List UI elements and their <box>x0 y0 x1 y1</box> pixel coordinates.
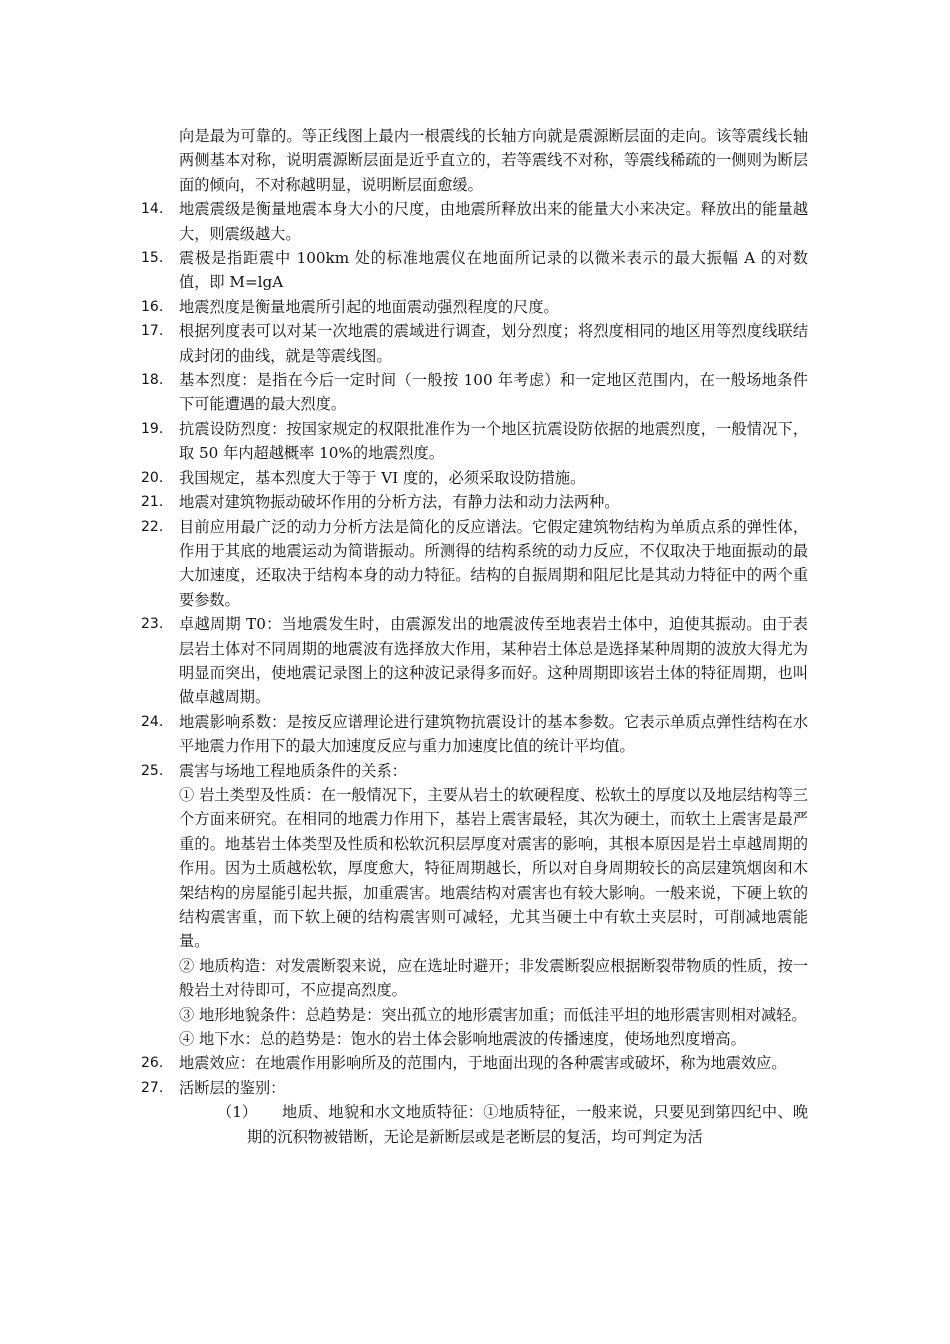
list-item-20 <box>141 466 808 490</box>
list-item-19 <box>141 417 808 466</box>
item-text: 根据列度表可以对某一次地震的震域进行调查，划分烈度；将烈度相同的地区用等烈度线联结成封闭的曲线，就是等震线图。 <box>179 322 808 365</box>
item-text: 地震效应：在地震作用影响所及的范围内，于地面出现的各种震害或破坏，称为地震效应。 <box>179 1054 787 1073</box>
item-number: 25. <box>141 762 164 779</box>
list-item-17 <box>141 319 808 368</box>
sub-list-item-1 <box>141 1100 808 1149</box>
sub-paragraph-terrain: ③ 地形地貌条件：总趋势是：突出孤立的地形震害加重；而低洼平坦的地形震害则相对减轻。 <box>179 1005 807 1024</box>
item-text: 基本烈度：是指在今后一定时间（一般按 100 年考虑）和一定地区范围内，在一般场地条件下可能遭遇的最大烈度。 <box>179 371 808 414</box>
item-number: 21. <box>141 494 164 511</box>
item-text: 我国规定，基本烈度大于等于 VI 度的，必须采取设防措施。 <box>179 468 586 487</box>
item-number: 26. <box>141 1055 164 1072</box>
intro-paragraph: 向是最为可靠的。等正线图上最内一根震线的长轴方向就是震源断层面的走向。该等震线长轴两侧基本对称，说明震源断层面是近乎直立的，若等震线不对称，等震线稀疏的一侧则为断层面的倾向，不对称越明显，说明断层面愈缓。 <box>179 127 808 194</box>
sub-item-text: 地质、地貌和水文地质特征：①地质特征，一般来说，只要见到第四纪中、晚期的沉积物被错断，无论是新断层或是老断层的复活，均可判定为活 <box>247 1103 808 1146</box>
list-item-24 <box>141 710 808 759</box>
item-number: 27. <box>141 1079 164 1096</box>
item-text: 地震烈度是衡量地震所引起的地面震动强烈程度的尺度。 <box>179 297 559 316</box>
item-text: 活断层的鉴别： <box>179 1078 286 1097</box>
sub-paragraph-soil: ① 岩土类型及性质：在一般情况下，主要从岩土的软硬程度、松软土的厚度以及地层结构等三个方面来研究。在相同的地震力作用下，基岩上震害最轻，其次为硬土，而软土上震害是最严重的。地基岩土体类型及性质和松软沉积层厚度对震害的影响，其根本原因是岩土卓越周期的作用。因为土质越松软，厚度愈大，特征周期越长，所以对自身周期较长的高层建筑烟囱和木架结构的房屋能引起共振，加重震害。地震结构对震害也有较大影响。一般来说，下硬上软的结构震害重，而下软上硬的结构震害则可减轻，尤其当硬土中有软土夹层时，可削减地震能量。 <box>179 785 808 951</box>
sub-item-number: （1） <box>217 1103 258 1122</box>
item-text: 震极是指距震中 100km 处的标准地震仪在地面所记录的以微米表示的最大振幅 A 的对数值，即 M=lgA <box>179 249 808 292</box>
document-body <box>141 124 808 1149</box>
item-number: 22. <box>141 518 164 535</box>
item-number: 19. <box>141 420 164 437</box>
item-number: 18. <box>141 372 164 389</box>
item-number: 24. <box>141 713 164 730</box>
list-item-18 <box>141 368 808 417</box>
list-item-21 <box>141 490 808 514</box>
item-number: 14. <box>141 201 164 218</box>
item-number: 20. <box>141 469 164 486</box>
item-number: 15. <box>141 250 164 267</box>
sub-paragraph-groundwater: ④ 地下水：总的趋势是：饱水的岩土体会影响地震波的传播速度，使场地烈度增高。 <box>179 1030 746 1049</box>
item-text: 震害与场地工程地质条件的关系： <box>179 761 407 780</box>
list-item-23 <box>141 612 808 710</box>
item-number: 16. <box>141 298 164 315</box>
list-item-15 <box>141 246 808 295</box>
item-number: 17. <box>141 323 164 340</box>
sub-paragraph-structure: ② 地质构造：对发震断裂来说，应在选址时避开；非发震断裂应根据断裂带物质的性质，按一般岩土对待即可，不应提高烈度。 <box>179 956 808 1000</box>
list-item-14 <box>141 197 808 246</box>
list-item-16 <box>141 295 808 319</box>
item-text: 抗震设防烈度：按国家规定的权限批准作为一个地区抗震设防依据的地震烈度，一般情况下，取 50 年内超越概率 10%的地震烈度。 <box>179 419 808 463</box>
list-item-25 <box>141 759 808 783</box>
item-number: 23. <box>141 616 164 633</box>
list-item-26 <box>141 1051 808 1075</box>
list-item-27 <box>141 1076 808 1100</box>
list-item-22 <box>141 515 808 613</box>
item-text: 地震影响系数：是按反应谱理论进行建筑物抗震设计的基本参数。它表示单质点弹性结构在水平地震力作用下的最大加速度反应与重力加速度比值的统计平均值。 <box>179 712 808 756</box>
item-text: 地震震级是衡量地震本身大小的尺度，由地震所释放出来的能量大小来决定。释放出的能量越大，则震级越大。 <box>179 200 808 243</box>
item-text: 目前应用最广泛的动力分析方法是简化的反应谱法。它假定建筑物结构为单质点系的弹性体，作用于其底的地震运动为简谐振动。所测得的结构系统的动力反应，不仅取决于地面振动的最大加速度，还取决于结构本身的动力特征。结构的自振周期和阻尼比是其动力特征中的两个重要参数。 <box>179 517 808 609</box>
item-text: 卓越周期 T0：当地震发生时，由震源发出的地震波传至地表岩土体中，迫使其振动。由于表层岩土体对不同周期的地震波有选择放大作用，某种岩土体总是选择某种周期的波放大得尤为明显而突出，使地震记录图上的这种波记录得多而好。这种周期即该岩土体的特征周期，也叫做卓越周期。 <box>179 615 808 707</box>
item-text: 地震对建筑物振动破坏作用的分析方法，有静力法和动力法两种。 <box>179 493 620 512</box>
